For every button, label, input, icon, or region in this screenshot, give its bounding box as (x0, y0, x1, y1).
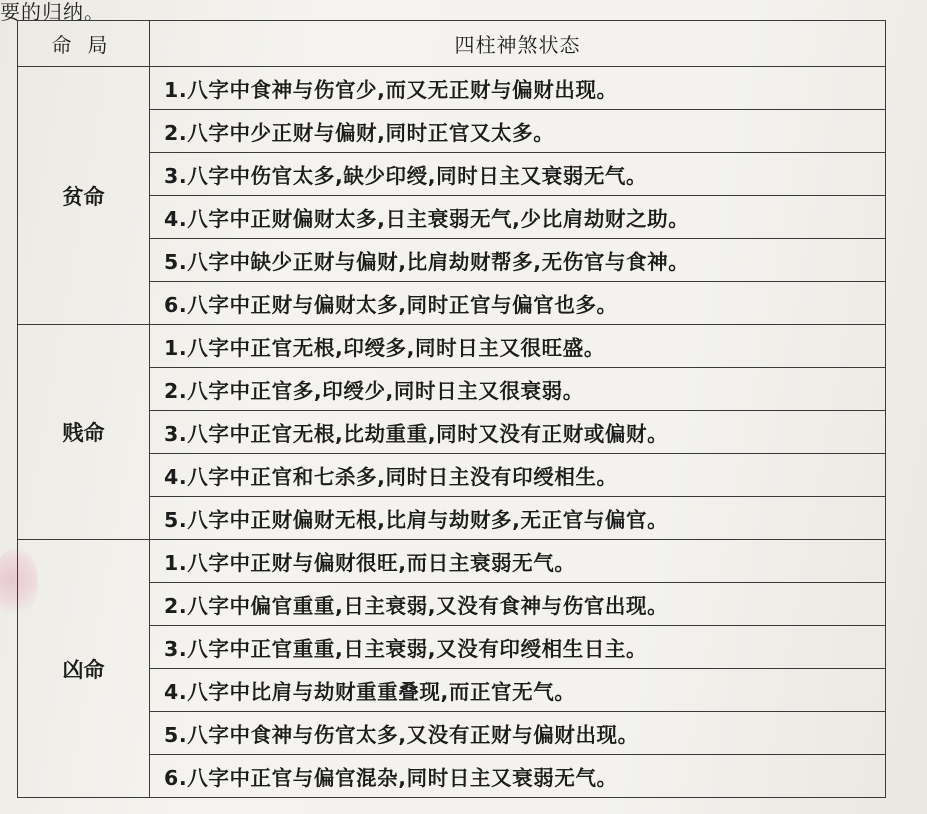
condition-item: 4.八字中比肩与劫财重重叠现,而正官无气。 (150, 669, 886, 712)
condition-item: 1.八字中正官无根,印绶多,同时日主又很旺盛。 (150, 325, 886, 368)
condition-item: 3.八字中正官无根,比劫重重,同时又没有正财或偏财。 (150, 411, 886, 454)
condition-item: 5.八字中缺少正财与偏财,比肩劫财帮多,无伤官与食神。 (150, 239, 886, 282)
condition-item: 6.八字中正财与偏财太多,同时正官与偏官也多。 (150, 282, 886, 325)
condition-item: 5.八字中食神与伤官太多,又没有正财与偏财出现。 (150, 712, 886, 755)
condition-item: 6.八字中正官与偏官混杂,同时日主又衰弱无气。 (150, 755, 886, 798)
condition-item: 4.八字中正财偏财太多,日主衰弱无气,少比肩劫财之助。 (150, 196, 886, 239)
table-header-row (18, 21, 886, 67)
condition-item: 1.八字中食神与伤官少,而又无正财与偏财出现。 (150, 67, 886, 110)
condition-item: 4.八字中正官和七杀多,同时日主没有印绶相生。 (150, 454, 886, 497)
table-row (18, 325, 886, 368)
condition-item: 2.八字中偏官重重,日主衰弱,又没有食神与伤官出现。 (150, 583, 886, 626)
condition-item: 5.八字中正财偏财无根,比肩与劫财多,无正官与偏官。 (150, 497, 886, 540)
condition-item: 3.八字中正官重重,日主衰弱,又没有印绶相生日主。 (150, 626, 886, 669)
condition-item: 1.八字中正财与偏财很旺,而日主衰弱无气。 (150, 540, 886, 583)
header-destiny: 命局 (18, 21, 150, 67)
category-cell: 贫命 (18, 67, 150, 325)
table-row (18, 67, 886, 110)
category-cell: 贱命 (18, 325, 150, 540)
condition-item: 2.八字中少正财与偏财,同时正官又太多。 (150, 110, 886, 153)
header-state: 四柱神煞状态 (150, 21, 886, 67)
fortune-table (17, 20, 886, 798)
top-text-fragment: 要的归纳。 (0, 0, 105, 24)
condition-item: 2.八字中正官多,印绶少,同时日主又很衰弱。 (150, 368, 886, 411)
table-body (18, 67, 886, 798)
table-row (18, 540, 886, 583)
condition-item: 3.八字中伤官太多,缺少印绶,同时日主又衰弱无气。 (150, 153, 886, 196)
category-cell: 凶命 (18, 540, 150, 798)
